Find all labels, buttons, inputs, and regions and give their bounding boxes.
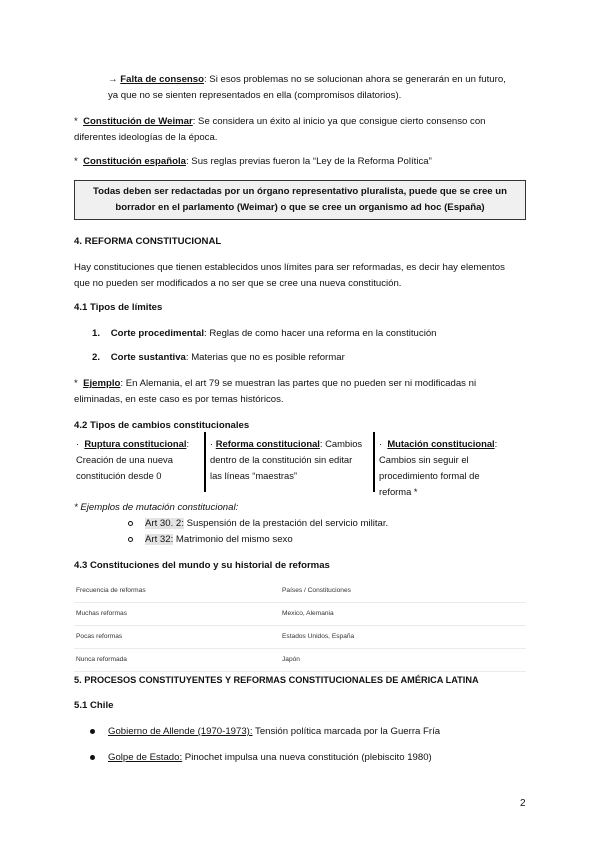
weimar-text2: diferentes ideologías de la época. xyxy=(74,132,218,143)
weimar-paragraph xyxy=(74,114,526,130)
corte-procedimental-label: Corte procedimental xyxy=(110,328,204,339)
art32-text: Matrimonio del mismo sexo xyxy=(173,534,293,545)
mutacion-title: Mutación constitucional xyxy=(387,438,495,449)
item-number: 2. xyxy=(92,352,101,363)
falta-consenso-text2: ya que no se sienten representados en ella (compromisos dilatorios). xyxy=(108,90,402,101)
dot-icon: · xyxy=(379,438,383,449)
table-row xyxy=(74,649,526,672)
mutacion-text2: Cambios sin seguir el xyxy=(379,454,469,465)
mutacion-column xyxy=(379,436,505,500)
allende-line xyxy=(108,724,440,740)
box-line1: Todas deben ser redactadas por un órgano representativo pluralista, puede que se cree un xyxy=(92,186,508,197)
corte-sustantiva-label: Corte sustantiva xyxy=(110,352,186,363)
ejemplos-mutacion: * Ejemplos de mutación constitucional: xyxy=(74,502,239,513)
section41-title: 4.1 Tipos de límites xyxy=(74,302,163,313)
mutacion-text4: reforma * xyxy=(379,486,418,497)
corte-procedimental-text: : Reglas de como hacer una reforma en la constitución xyxy=(203,328,437,339)
golpe-line xyxy=(108,750,432,766)
limit-item-1 xyxy=(92,326,437,342)
bullet-icon xyxy=(90,755,95,760)
table-cell: Nunca reformada xyxy=(76,656,127,663)
reforma-text2: dentro de la constitución sin editar xyxy=(210,454,353,465)
table-header-frequency: Frecuencia de reformas xyxy=(76,587,146,594)
ejemplo-text2: eliminadas, en este caso es por temas históricos. xyxy=(74,394,284,405)
reforma-text1: : Cambios xyxy=(319,438,363,449)
ejemplo-label: Ejemplo xyxy=(83,378,121,389)
star-icon: * xyxy=(74,156,78,167)
table-cell: Estados Unidos, España xyxy=(282,633,355,640)
art30-label: Art 30. 2: xyxy=(145,518,184,529)
item-number: 1. xyxy=(92,328,101,339)
reforma-title: Reforma constitucional xyxy=(215,438,320,449)
table-cell: Pocas reformas xyxy=(76,633,123,640)
table-row xyxy=(74,603,526,626)
ruptura-column xyxy=(76,436,198,484)
table-cell: Japón xyxy=(282,656,300,663)
allende-text: Tensión política marcada por la Guerra Fría xyxy=(252,726,441,737)
ejemplo-paragraph xyxy=(74,376,526,392)
falta-consenso-text: : Si esos problemas no se solucionan ahora se generarán en un futuro, xyxy=(203,74,506,85)
ruptura-title: Ruptura constitucional xyxy=(84,438,187,449)
bullet-icon xyxy=(90,729,95,734)
ruptura-text2: Creación de una nueva xyxy=(76,454,173,465)
espanola-text: : Sus reglas previas fueron la “Ley de la Reforma Política” xyxy=(185,156,432,167)
section4-para2: que no pueden ser modificados a no ser que se cree una nueva constitución. xyxy=(74,278,402,289)
art30-line xyxy=(145,516,388,532)
golpe-label: Golpe de Estado: xyxy=(108,752,183,763)
falta-consenso-label: Falta de consenso xyxy=(120,74,204,85)
dot-icon: · xyxy=(76,438,80,449)
reforma-text3: las líneas “maestras” xyxy=(210,470,298,481)
ruptura-colon: : xyxy=(186,438,190,449)
section5-title: 5. PROCESOS CONSTITUYENTES Y REFORMAS CONSTITUCIONALES DE AMÉRICA LATINA xyxy=(74,675,479,685)
weimar-text: : Se considera un éxito al inicio ya que consigue cierto consenso con xyxy=(192,116,486,127)
espanola-paragraph xyxy=(74,154,432,170)
weimar-label: Constitución de Weimar xyxy=(83,116,193,127)
falta-consenso-line xyxy=(108,72,526,88)
star-icon: * xyxy=(74,116,78,127)
column-divider xyxy=(373,432,375,492)
corte-sustantiva-text: : Materias que no es posible reformar xyxy=(185,352,345,363)
arrow-icon: → xyxy=(108,74,118,85)
section51-title: 5.1 Chile xyxy=(74,700,114,711)
table-row xyxy=(74,626,526,649)
limit-item-2 xyxy=(92,350,345,366)
section42-title: 4.2 Tipos de cambios constitucionales xyxy=(74,420,250,431)
page-number: 2 xyxy=(520,798,526,809)
star-icon: * xyxy=(74,378,78,389)
art32-line xyxy=(145,532,293,548)
ruptura-text3: constitución desde 0 xyxy=(76,470,162,481)
circle-bullet-icon xyxy=(128,537,133,542)
allende-label: Gobierno de Allende (1970-1973): xyxy=(108,726,253,737)
table-header-countries: Países / Constituciones xyxy=(282,587,351,594)
column-divider xyxy=(204,432,206,492)
table-cell: Muchas reformas xyxy=(76,610,127,617)
highlight-box xyxy=(74,180,526,220)
mutacion-colon: : xyxy=(494,438,498,449)
reforma-column xyxy=(210,436,368,484)
reform-table xyxy=(74,580,526,672)
box-line2: borrador en el parlamento (Weimar) o que se cree un organismo ad hoc (España) xyxy=(115,202,485,213)
art30-text: Suspensión de la prestación del servicio militar. xyxy=(183,518,389,529)
section43-title: 4.3 Constituciones del mundo y su historial de reformas xyxy=(74,560,330,571)
table-cell: Mexico, Alemania xyxy=(282,610,334,617)
table-header-row xyxy=(74,580,526,603)
section4-para1: Hay constituciones que tienen establecidos unos límites para ser reformadas, es decir hay elementos xyxy=(74,262,505,273)
circle-bullet-icon xyxy=(128,521,133,526)
dot-icon: · xyxy=(210,438,214,449)
ejemplo-text: : En Alemania, el art 79 se muestran las partes que no pueden ser ni modificadas ni xyxy=(120,378,477,389)
section4-title: 4. REFORMA CONSTITUCIONAL xyxy=(74,236,222,247)
art32-label: Art 32: xyxy=(145,534,174,545)
mutacion-text3: procedimiento formal de xyxy=(379,470,480,481)
golpe-text: Pinochet impulsa una nueva constitución (plebiscito 1980) xyxy=(182,752,432,763)
espanola-label: Constitución española xyxy=(83,156,186,167)
